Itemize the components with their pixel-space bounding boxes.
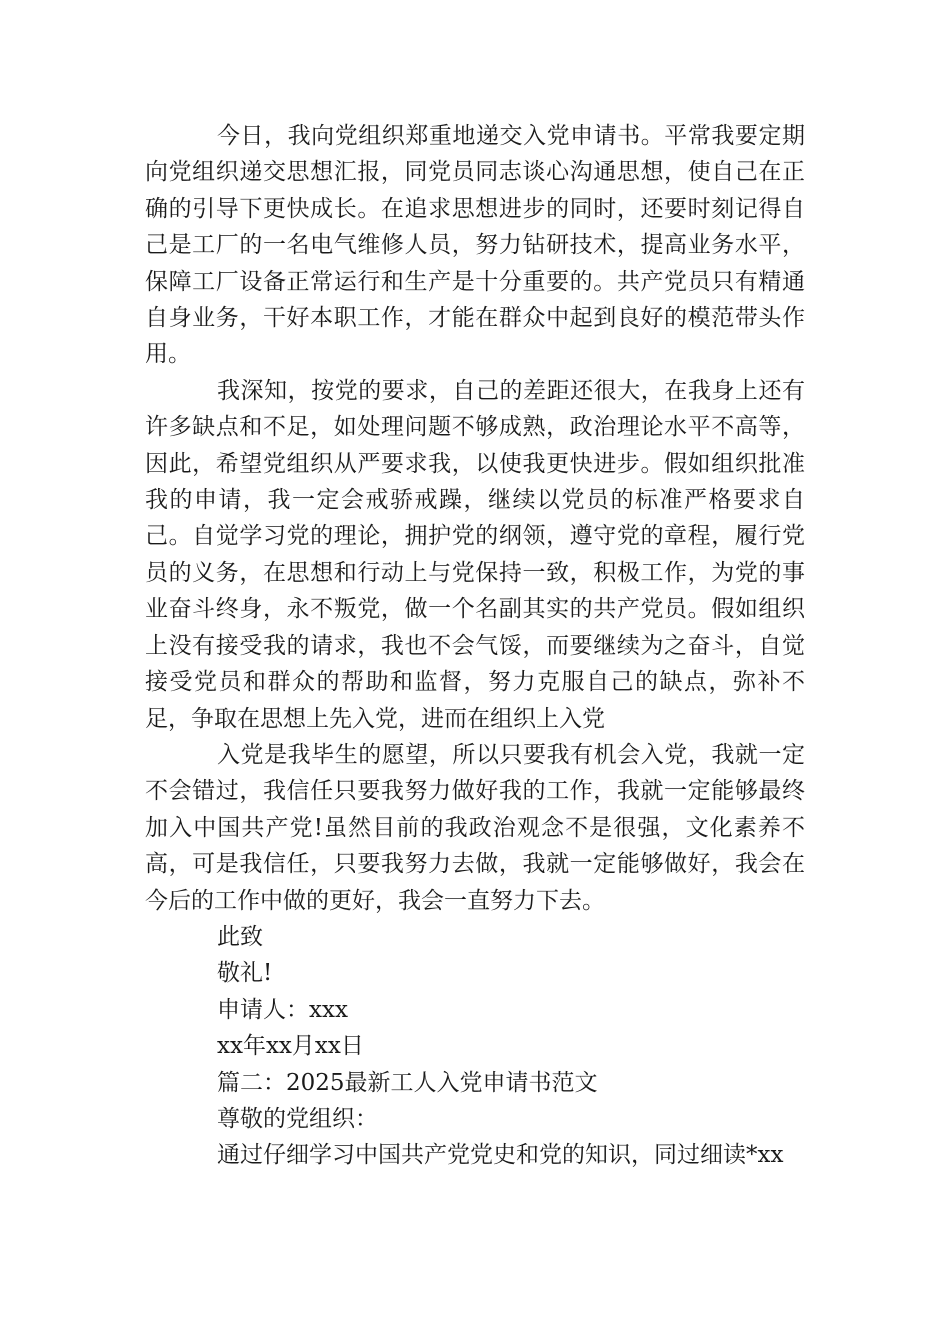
salute-line: 敬礼! <box>217 960 273 987</box>
applicant-line: 申请人：xxx <box>217 996 348 1023</box>
paragraph-1: 今日，我向党组织郑重地递交入党申请书。平常我要定期向党组织递交思想汇报，同党员同志谈心沟通思想，使自己在正确的引导下更快成长。在追求思想进步的同时，还要时刻记得自己是工厂的一名电气维修人员，努力钻研技术，提高业务水平，保障工厂设备正常运行和生产是十分重要的。共产党员只有精通自身业务，干好本职工作，才能在群众中起到良好的模范带头作用。 <box>145 123 805 368</box>
next-paragraph-start: 通过仔细学习中国共产党党史和党的知识，同过细读*xx <box>217 1142 784 1169</box>
paragraph-3: 入党是我毕生的愿望，所以只要我有机会入党，我就一定不会错过，我信任只要我努力做好我的工作，我就一定能够最终加入中国共产党!虽然目前的我政治观念不是很强，文化素养不高，可是我信任，只要我努力去做，我就一定能够做好，我会在今后的工作中做的更好，我会一直努力下去。 <box>145 741 805 914</box>
closing-line: 此致 <box>217 923 263 950</box>
greeting-line: 尊敬的党组织： <box>217 1105 378 1132</box>
section-title: 篇二：2025最新工人入党申请书范文 <box>217 1069 598 1096</box>
paragraph-2: 我深知，按党的要求，自己的差距还很大，在我身上还有许多缺点和不足，如处理问题不够成熟，政治理论水平不高等，因此，希望党组织从严要求我，以使我更快进步。假如组织批准我的申请，我一定会戒骄戒躁，继续以党员的标准严格要求自己。自觉学习党的理论，拥护党的纲领，遵守党的章程，履行党员的义务，在思想和行动上与党保持一致，积极工作，为党的事业奋斗终身，永不叛党，做一个名副其实的共产党员。假如组织上没有接受我的请求，我也不会气馁，而要继续为之奋斗，自觉接受党员和群众的帮助和监督，努力克服自己的缺点，弥补不足，争取在思想上先入党，进而在组织上入党 <box>145 377 805 732</box>
date-line: xx年xx月xx日 <box>217 1033 364 1060</box>
document-body <box>145 118 805 1174</box>
